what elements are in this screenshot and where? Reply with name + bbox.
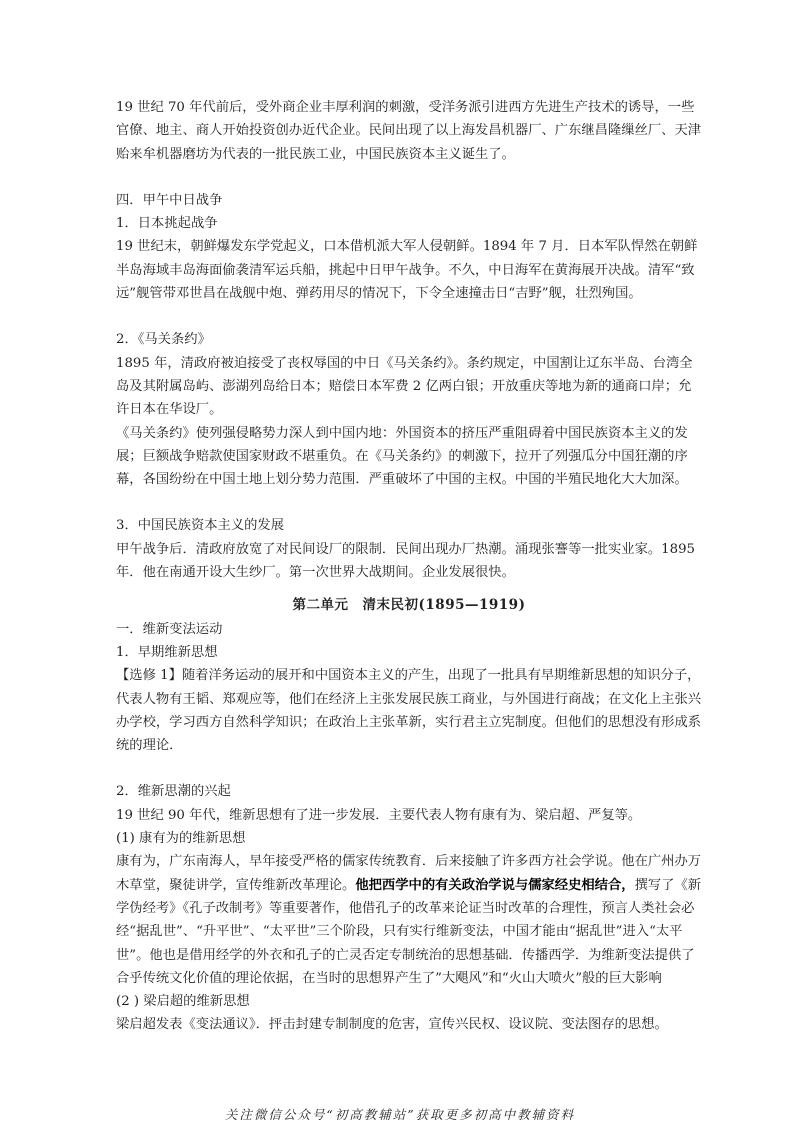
footer-notice: 关注微信公众号“初高教辅站”获取更多初高中教辅资料	[224, 1107, 576, 1122]
paragraph-treaty-terms: 1895 年，清政府被迫接受了丧权辱国的中日《马关条约》。条约规定，中国割让辽东半岛、台湾全岛及其附属岛屿、澎湖列岛给日本；赔偿日本军费 2 亿两白银；开放重庆等地为新的通商口岸；允许日本在华设厂。	[116, 355, 693, 418]
subheading-treaty-shimonoseki: 2．《马关条约》	[116, 332, 211, 348]
document-body	[116, 96, 702, 1037]
kang-text-part-b: 撰写了《新学伪经考》《孔子改制考》等重要著作，他借孔子的改革来论证当时改革的合理性，预言人类社会必经“据乱世”、“升平世”、“太平世”三个阶段，只有实行维新变法，中国才能由“据乱世”进入“太平世”。他也是借用经学的外衣和孔子的亡灵否定专制统治的思想基础．传播西学．为维新变法提供了合乎传统文化价值的理论依据，在当时的思想界产生了”大飓风”和“火山大喷火”般的巨大影响	[116, 877, 702, 986]
subheading-kang-youwei: (1) 康有为的维新思想	[116, 831, 246, 847]
kang-text-part-a: 康有为，广东南海人，早年接受严格的儒家传统教育．后来接触了许多西方社会学说。他在广州办万木草堂，聚徒讲学，宣传维新改革理论。	[116, 854, 702, 893]
paragraph-reform-rise: 19 世纪 90 年代，维新思想有了进一步发展．主要代表人物有康有为、梁启超、严复等。	[116, 807, 642, 823]
unit-title: 第二单元 清末民初(1895—1919)	[292, 597, 526, 614]
paragraph-industry-origin: 19 世纪 70 年代前后，受外商企业丰厚利润的刺激，受洋务派引进西方先进生产技术的诱导，一些官僚、地主、商人开始投资创办近代企业。民间出现了以上海发昌机器厂、广东继昌隆缫丝厂、天津贻来牟机器磨坊为代表的一批民族工业，中国民族资本主义诞生了。	[116, 100, 702, 162]
section-heading-sino-japanese-war: 四．甲午中日战争	[116, 192, 223, 208]
subheading-liang-qichao: (2 ) 梁启超的维新思想	[116, 994, 250, 1010]
paragraph-japan-provokes-war: 19 世纪末，朝鲜爆发东学党起义，口本借机派大军人侵朝鲜。1894 年 7 月．日本军队悍然在朝鲜半岛海域丰岛海面偷袭清军运兵船，挑起中日甲午战争。不久，中日海军在黄海展开决战。清军“致远”舰管带邓世昌在战舰中炮、弹药用尽的情况下，下令全速撞击日“吉野”舰，壮烈殉国。	[116, 239, 698, 302]
subheading-japan-provokes-war: 1．日本挑起战争	[116, 216, 218, 232]
subheading-early-reform-thought: 1．早期维新思想	[116, 644, 218, 660]
subheading-reform-rise: 2．维新思潮的兴起	[116, 784, 231, 800]
kang-bold-highlight: 他把西学中的有关政治学说与儒家经史相结合，	[355, 877, 635, 893]
paragraph-early-reform-thought: 【选修 1】随着洋务运动的展开和中国资本主义的产生，出现了一批具有早期维新思想的知识分子，代表人物有王韬、郑观应等，他们在经济上主张发展民族工商业，与外国进行商战；在文化上主张兴办学校，学习西方自然科学知识；在政治上主张革新，实行君主立宪制度。但他们的思想没有形成系统的理论．	[116, 668, 702, 754]
paragraph-national-capitalism: 甲午战争后．清政府放宽了对民间设厂的限制．民间出现办厂热潮。涌现张謇等一批实业家。1895 年．他在南通开设大生纱厂。第一次世界大战期间。企业发展很快。	[116, 541, 696, 581]
paragraph-kang-youwei	[116, 850, 702, 990]
paragraph-liang-qichao: 梁启超发表《变法通议》．抨击封建专制制度的危害，宣传兴民权、设议院、变法图存的思想。	[116, 1017, 668, 1033]
subheading-national-capitalism: 3．中国民族资本主义的发展	[116, 518, 285, 534]
section-heading-reform-movement: 一．维新变法运动	[116, 621, 223, 637]
paragraph-treaty-impact: 《马关条约》使列强侵略势力深人到中国内地：外国资本的挤压严重阻碍着中国民族资本主义的发展；巨额战争赔款使国家财政不堪重负。在《马关条约》的刺激下，拉开了列强瓜分中国狂潮的序幕，各国纷纷在中国土地上划分势力范围．严重破坏了中国的主权。中国的半殖民地化大大加深。	[116, 425, 688, 488]
